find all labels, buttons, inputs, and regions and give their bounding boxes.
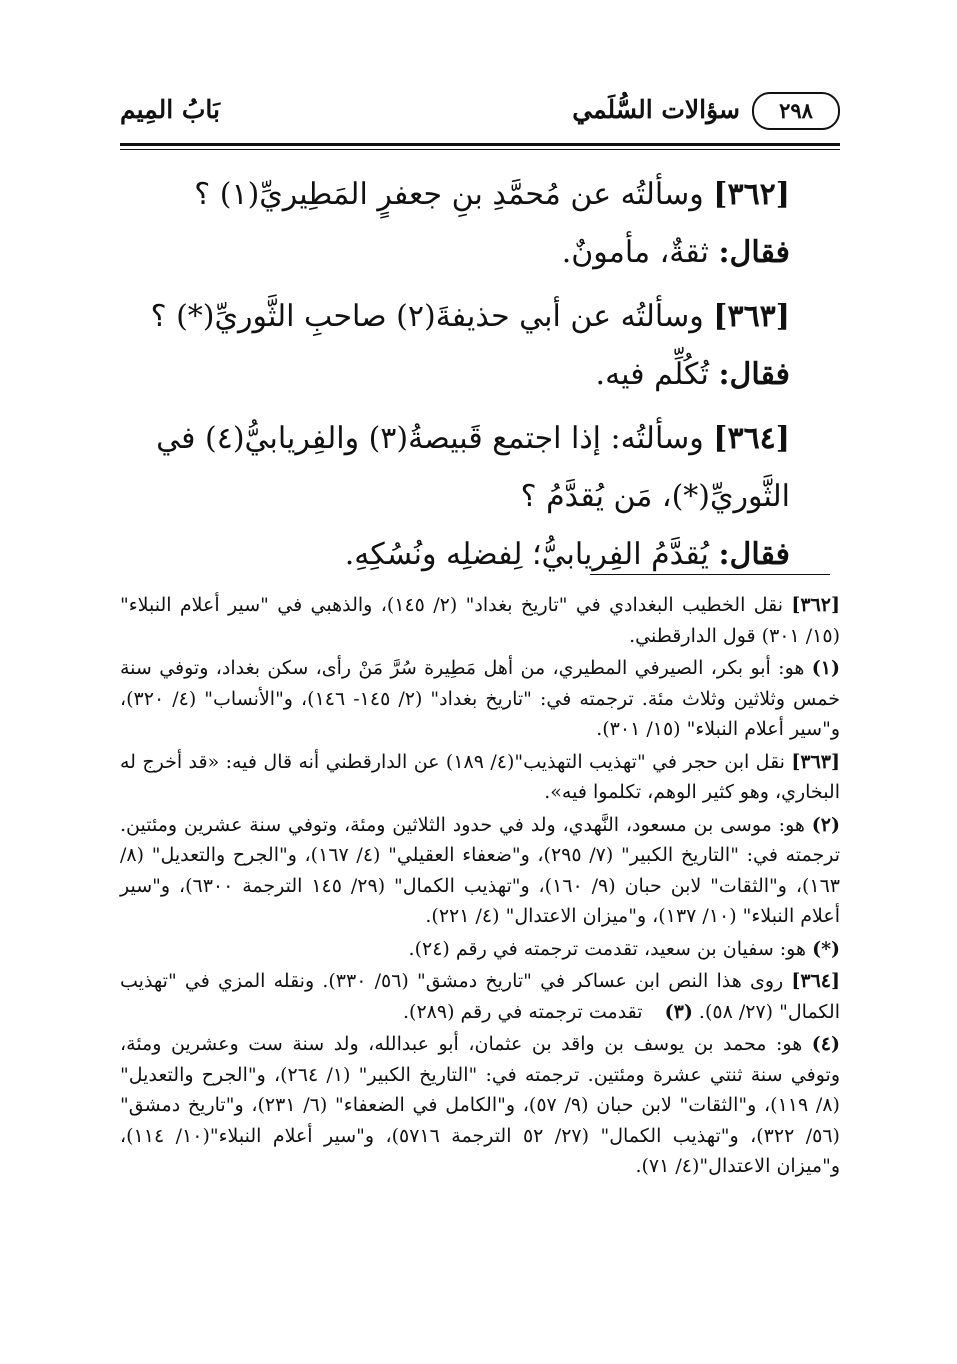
footnote — [120, 934, 840, 965]
entry-number: [٣٦٤] — [713, 421, 790, 456]
answer-text: يُقدَّمُ الفِريابيُّ؛ لِفضلِه ونُسُكِهِ. — [344, 537, 709, 572]
question-line — [120, 166, 790, 224]
page-header — [120, 88, 840, 138]
footnote — [120, 747, 840, 808]
footnotes — [120, 590, 840, 1184]
answer-label: فقال: — [718, 357, 790, 392]
header-rule-thin — [120, 149, 840, 150]
footnote-text: هو: أبو بكر، الصيرفي المطيري، من أهل مَطِيرة سُرَّ مَنْ رأى، سكن بغداد، وتوفي سنة خمس وثلاثين وثلاث مئة. ترجمته في: "تاريخ بغداد" (٢/ ١٤٥- ١٤٦)، و"الأنساب" (٤/ ٣٢٠)، و"سير أعلام النبلاء" (١٥/ ٣٠١). — [120, 657, 840, 740]
answer-text: ثقةٌ، مأمونٌ. — [561, 235, 709, 270]
footnote-tag: [٣٦٢] — [791, 594, 841, 616]
footnote-tag: [٣٦٤] — [791, 970, 840, 992]
footnote-tag: (١) — [811, 657, 840, 679]
entry-363 — [120, 288, 790, 404]
page-number: ٢٩٨ — [752, 92, 840, 130]
footnote-text: نقل الخطيب البغدادي في "تاريخ بغداد" (٢/ ١٤٥)، والذهبي في "سير أعلام النبلاء" (١٥/ ٣٠١) قول الدارقطني. — [120, 594, 840, 647]
footnote-text: هو: موسى بن مسعود، النَّهدي، ولد في حدود الثلاثين ومئة، وتوفي سنة عشرين ومئتين. ترجمته في: "التاريخ الكبير" (٧/ ٢٩٥)، و"ضعفاء العقيلي" (٤/ ١٦٧)، و"الجرح والتعديل" (٨/ ١٦٣)، و"الثقات" لابن حبان (٩/ ١٦٠)، و"تهذيب الكمال" (٢٩/ ١٤٥ الترجمة ٦٣٠٠)، و"سير أعلام النبلاء" (١٠/ ١٣٧)، و"ميزان الاعتدال" (٤/ ٢٢١). — [120, 813, 840, 927]
footnote — [120, 653, 840, 745]
entry-362 — [120, 166, 790, 282]
footnote-tag: (٤) — [811, 1033, 840, 1055]
answer-line — [120, 224, 790, 282]
entry-number: [٣٦٢] — [713, 177, 790, 212]
header-rule-thick — [120, 143, 840, 146]
footnote-tag: (٣) — [664, 1000, 693, 1023]
footnote-tag: (٢) — [811, 813, 840, 836]
entry-364 — [120, 410, 790, 584]
answer-line — [120, 346, 790, 404]
chapter-title: بَابُ المِيم — [120, 95, 221, 124]
answer-line — [120, 526, 790, 584]
question-text: وسألتُه عن أبي حذيفةَ(٢) صاحبِ الثَّوريِّ(*) ؟ — [150, 299, 704, 334]
footnote-text: هو: محمد بن يوسف بن واقد بن عثمان، أبو عبدالله، ولد سنة ست وعشرين ومئة، وتوفي سنة ثنتي عشرة ومئتين. ترجمته في: "التاريخ الكبير" (١/ ٢٦٤)، و"الجرح والتعديل" (٨/ ١١٩)، و"الثقات" لابن حبان (٩/ ٥٧)، و"الكامل في الضعفاء" (٦/ ٢٣١)، و"تاريخ دمشق" (٥٦/ ٣٢٢)، و"تهذيب الكمال" (٢٧/ ٥٢ الترجمة ٥٧١٦)، و"سير أعلام النبلاء"(١٠/ ١١٤)، و"ميزان الاعتدال"(٤/ ٧١). — [120, 1033, 840, 1177]
question-text: وسألتُه: إذا اجتمع قَبيصةُ(٣) والفِريابيُّ(٤) في الثَّوريِّ(*)، مَن يُقدَّمُ ؟ — [156, 421, 790, 514]
answer-text: تُكُلِّم فيه. — [595, 357, 709, 392]
footnote-text: روى هذا النص ابن عساكر في "تاريخ دمشق" (٥٦/ ٣٣٠). ونقله المزي في "تهذيب الكمال" (٢٧/ ٥٨). — [120, 970, 840, 1023]
question-line — [120, 410, 790, 526]
footnote — [120, 1029, 840, 1182]
book-title: سؤالات السُّلَمي — [572, 95, 740, 124]
footnote-tag: (*) — [812, 937, 840, 960]
question-text: وسألتُه عن مُحمَّدِ بنِ جعفرٍ المَطِيريِّ(١) ؟ — [194, 177, 704, 212]
footnote-text: هو: سفيان بن سعيد، تقدمت ترجمته في رقم (٢٤). — [408, 937, 807, 960]
main-text — [120, 160, 790, 584]
entry-number: [٣٦٣] — [713, 299, 790, 334]
footnote-separator — [590, 574, 830, 575]
footnote-text: نقل ابن حجر في "تهذيب التهذيب"(٤/ ١٨٩) عن الدارقطني أنه قال فيه: «قد أخرج له البخاري، وهو كثير الوهم، تكلموا فيه». — [120, 750, 840, 803]
footnote — [120, 966, 840, 1027]
footnote-text: تقدمت ترجمته في رقم (٢٨٩). — [402, 1000, 643, 1023]
answer-label: فقال: — [718, 537, 790, 572]
question-line — [120, 288, 790, 346]
footnote — [120, 590, 840, 651]
footnote — [120, 810, 840, 932]
answer-label: فقال: — [718, 235, 790, 270]
footnote-tag: [٣٦٣] — [791, 750, 840, 773]
